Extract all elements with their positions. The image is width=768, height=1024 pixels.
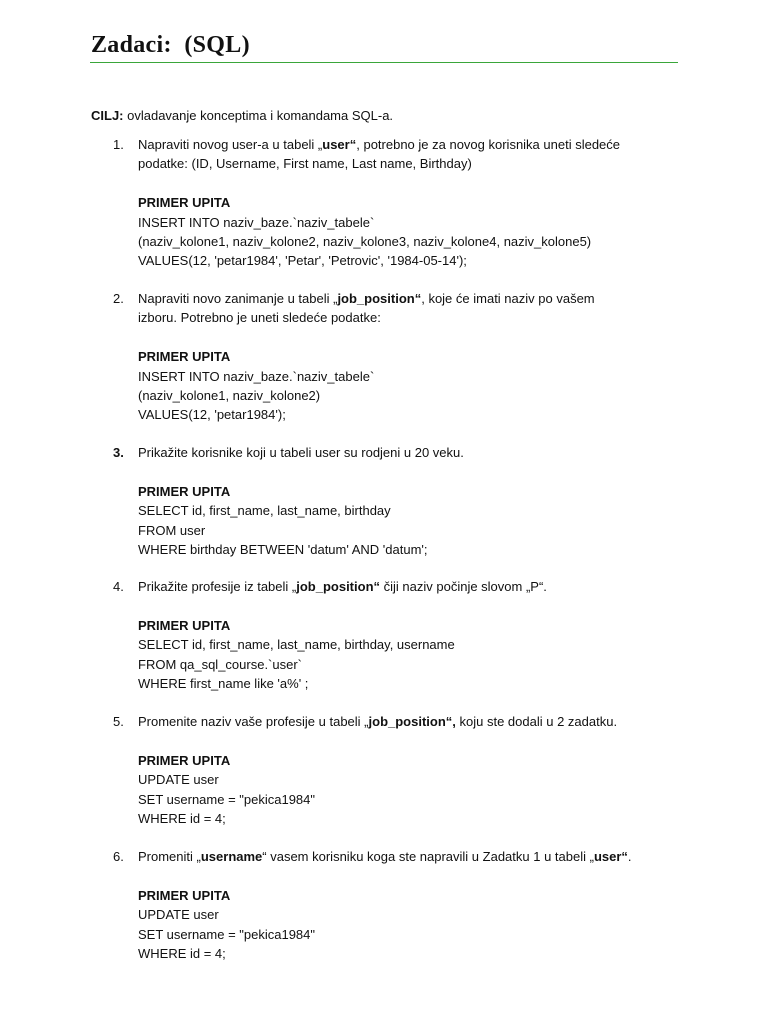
sql-code-line: SET username = "pekica1984"	[138, 926, 316, 942]
task-body	[138, 712, 681, 828]
task-description-text: Napraviti novog user-a u tabeli „	[138, 137, 323, 152]
task-description-text: Promeniti „	[138, 849, 201, 864]
task-number: 4.	[113, 579, 124, 594]
task-description-text: “ vasem korisniku koga ste napravili u Zadatku 1 u tabeli „	[262, 849, 594, 864]
sql-code-line: FROM user	[138, 522, 206, 538]
sql-code-line: (naziv_kolone1, naziv_kolone2)	[138, 388, 321, 404]
sql-code-line: FROM qa_sql_course.`user`	[138, 656, 302, 672]
task-table-name: job_position“	[337, 291, 422, 306]
example-label: PRIMER UPITA	[138, 617, 231, 633]
example-label: PRIMER UPITA	[138, 887, 231, 903]
task-description	[138, 847, 681, 866]
task-description	[138, 712, 681, 731]
example-label: PRIMER UPITA	[138, 752, 231, 768]
sql-code-line: WHERE id = 4;	[138, 811, 226, 827]
task-description	[138, 577, 681, 596]
task-body	[138, 135, 681, 271]
sql-code-line: WHERE first_name like 'a%' ;	[138, 676, 309, 692]
task-description-text: koju ste dodali u 2 zadatku.	[455, 714, 618, 729]
task-description	[138, 443, 681, 462]
sql-code-line: UPDATE user	[138, 907, 219, 923]
task-description	[138, 135, 681, 154]
task-number: 5.	[113, 714, 124, 729]
sql-code-line: SET username = "pekica1984"	[138, 791, 316, 807]
sql-code-line: VALUES(12, 'petar1984');	[138, 407, 286, 423]
task-body	[138, 443, 681, 559]
task-item	[91, 443, 681, 559]
task-description-text: Prikažite profesije iz tabeli „	[138, 579, 297, 594]
task-body	[138, 847, 681, 963]
task-table-name: job_position“	[296, 579, 381, 594]
task-body	[138, 577, 681, 693]
sql-code-line: INSERT INTO naziv_baze.`naziv_tabele`	[138, 368, 375, 384]
task-number: 1.	[113, 137, 124, 152]
task-description-text: .	[627, 849, 632, 864]
sql-code-line: SELECT id, first_name, last_name, birthday	[138, 503, 391, 519]
goal-line	[91, 106, 393, 125]
spacer	[138, 328, 681, 347]
task-item	[91, 847, 681, 963]
task-description-text: , potrebno je za novog korisnika uneti sledeće	[356, 137, 621, 152]
spacer	[138, 866, 681, 885]
spacer	[138, 174, 681, 193]
task-table-name: job_position“,	[368, 714, 456, 729]
example-label: PRIMER UPITA	[138, 195, 231, 211]
title-underline	[90, 62, 678, 63]
task-description	[138, 289, 681, 308]
task-description-text: Promenite naziv vaše profesije u tabeli „	[138, 714, 369, 729]
sql-code-line: WHERE id = 4;	[138, 946, 226, 962]
task-number: 2.	[113, 291, 124, 306]
task-description-text: Napraviti novo zanimanje u tabeli „	[138, 291, 338, 306]
example-label: PRIMER UPITA	[138, 483, 231, 499]
task-table-name: user“	[322, 137, 357, 152]
task-description-text: Prikažite korisnike koji u tabeli user su rodjeni u 20 veku.	[138, 445, 464, 460]
goal-label: CILJ:	[91, 108, 124, 123]
task-item	[91, 135, 681, 271]
task-number: 6.	[113, 849, 124, 864]
page-title: Zadaci: (SQL)	[91, 32, 250, 58]
task-table-name: username	[200, 849, 263, 864]
spacer	[138, 731, 681, 750]
task-item	[91, 712, 681, 828]
sql-code-line: (naziv_kolone1, naziv_kolone2, naziv_kolone3, naziv_kolone4, naziv_kolone5)	[138, 234, 592, 250]
spacer	[138, 462, 681, 481]
task-item	[91, 577, 681, 693]
example-label: PRIMER UPITA	[138, 349, 231, 365]
task-description-text: , koje će imati naziv po vašem	[421, 291, 595, 306]
task-table-name: user“	[593, 849, 628, 864]
sql-code-line: SELECT id, first_name, last_name, birthday, username	[138, 637, 455, 653]
task-body	[138, 289, 681, 425]
goal-text: ovladavanje konceptima i komandama SQL-a.	[123, 108, 394, 123]
sql-code-line: WHERE birthday BETWEEN 'datum' AND 'datum';	[138, 542, 428, 558]
task-description-continued: podatke: (ID, Username, First name, Last name, Birthday)	[138, 156, 472, 172]
sql-code-line: UPDATE user	[138, 772, 219, 788]
task-description-continued: izboru. Potrebno je uneti sledeće podatke:	[138, 310, 381, 326]
spacer	[138, 596, 681, 615]
task-item	[91, 289, 681, 425]
sql-code-line: VALUES(12, 'petar1984', 'Petar', 'Petrovic', '1984-05-14');	[138, 253, 467, 269]
task-description-text: čiji naziv počinje slovom „P“.	[380, 579, 547, 594]
sql-code-line: INSERT INTO naziv_baze.`naziv_tabele`	[138, 214, 375, 230]
task-number: 3.	[113, 445, 124, 460]
